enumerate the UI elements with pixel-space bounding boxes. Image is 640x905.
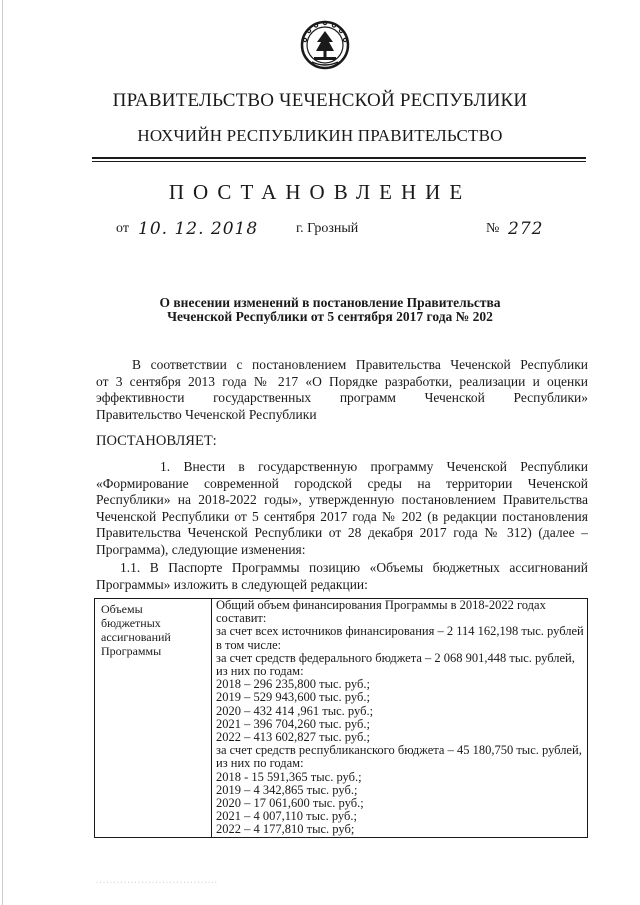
- paragraph-line: Программа), следующие изменения:: [96, 541, 306, 557]
- left-cell-line: бюджетных: [101, 616, 161, 630]
- table-line: 2021 – 396 704,260 тыс. руб.;: [216, 716, 370, 731]
- header-rule-thick: [92, 157, 586, 159]
- document-subject: [120, 296, 540, 324]
- paragraph-line: В соответствии с постановлением Правительства Чеченской Республики: [132, 357, 588, 372]
- paragraph-line: Правительства Чеченской Республики от 28 декабря 2017 года № 312) (далее –: [96, 525, 588, 540]
- table-line: в том числе:: [216, 637, 282, 652]
- paragraph-line: Республики» на 2018-2022 годы», утвержденную постановлением Правительства: [96, 492, 588, 507]
- table-line: 2021 – 4 007,110 тыс. руб.;: [216, 809, 357, 824]
- left-cell-line: ассигнований: [101, 630, 171, 644]
- table-line: из них по годам:: [216, 664, 304, 679]
- document-type: ПОСТАНОВЛЕНИЕ: [168, 180, 472, 204]
- paragraph-line: Правительство Чеченской Республики: [96, 406, 317, 422]
- table-line: составит:: [216, 611, 267, 626]
- header-rule-thin: [92, 161, 586, 162]
- table-line: Общий объем финансирования Программы в 2018-2022 годах: [216, 598, 546, 612]
- table-line: 2019 – 529 943,600 тыс. руб.;: [216, 690, 370, 705]
- table-line: 2019 – 4 342,865 тыс. руб.;: [216, 782, 358, 797]
- table-line: за счет средств республиканского бюджета – 45 180,750 тыс. рублей,: [216, 743, 582, 758]
- resolves-label: ПОСТАНОВЛЯЕТ:: [96, 433, 217, 449]
- document-number: 272: [508, 219, 544, 239]
- preamble-paragraph: [96, 357, 588, 423]
- table-line: 2018 - 15 591,365 тыс. руб.;: [216, 769, 362, 784]
- government-title-ce: НОХЧИЙН РЕСПУБЛИКИН ПРАВИТЕЛЬСТВО: [137, 126, 503, 145]
- table-line: 2020 – 17 061,600 тыс. руб.;: [216, 796, 364, 811]
- paragraph-line: от 3 сентября 2013 года № 217 «О Порядке разработки, реализации и оценки: [96, 373, 588, 389]
- left-cell-line: Программы: [101, 644, 162, 658]
- table-column-divider: [211, 599, 212, 837]
- paragraph-line: «Формирование современной городской среды на территории Чеченской: [96, 475, 588, 491]
- document-date: 10. 12. 2018: [138, 219, 259, 239]
- item-1-1-paragraph: [96, 560, 588, 593]
- item-1-paragraph: [96, 459, 588, 558]
- state-emblem-icon: [300, 18, 350, 72]
- table-right-cell: [216, 599, 584, 837]
- paragraph-line: Чеченской Республики от 5 сентября 2017 года № 202 (в редакции постановления: [96, 508, 588, 524]
- table-line: 2020 – 432 414 ,961 тыс. руб.;: [216, 703, 374, 718]
- paragraph-line: Программы» изложить в следующей редакции:: [96, 576, 368, 592]
- table-line: за счет всех источников финансирования – 2 114 162,198 тыс. рублей: [216, 624, 584, 639]
- subject-line: О внесении изменений в постановление Правительства: [159, 295, 501, 310]
- number-label: №: [486, 221, 500, 236]
- paragraph-line: 1.1. В Паспорте Программы позицию «Объемы бюджетных ассигнований: [120, 560, 588, 575]
- table-line: 2018 – 296 235,800 тыс. руб.;: [216, 677, 370, 692]
- table-line: из них по годам:: [216, 756, 304, 771]
- table-left-cell: [101, 602, 171, 658]
- scan-footer-noise: · · · · · · · · · · · · · · · · · · · · · · · · · · · · · · · · · · ·: [96, 880, 217, 886]
- table-line: 2022 – 413 602,827 тыс. руб.;: [216, 730, 370, 745]
- paragraph-line: 1. Внести в государственную программу Чеченской Республики: [160, 459, 588, 474]
- paragraph-line: эффективности государственных программ Чеченской Республики»: [96, 390, 588, 405]
- table-line: 2022 – 4 177,810 тыс. руб;: [216, 822, 355, 837]
- subject-line: Чеченской Республики от 5 сентября 2017 года № 202: [167, 309, 493, 324]
- left-cell-line: Объемы: [101, 602, 143, 616]
- table-line: за счет средств федерального бюджета – 2 068 901,448 тыс. рублей,: [216, 650, 575, 665]
- budget-table: [94, 598, 588, 838]
- government-title-ru: ПРАВИТЕЛЬСТВО ЧЕЧЕНСКОЙ РЕСПУБЛИКИ: [112, 90, 528, 111]
- city: г. Грозный: [296, 221, 359, 236]
- from-label: от: [116, 221, 129, 236]
